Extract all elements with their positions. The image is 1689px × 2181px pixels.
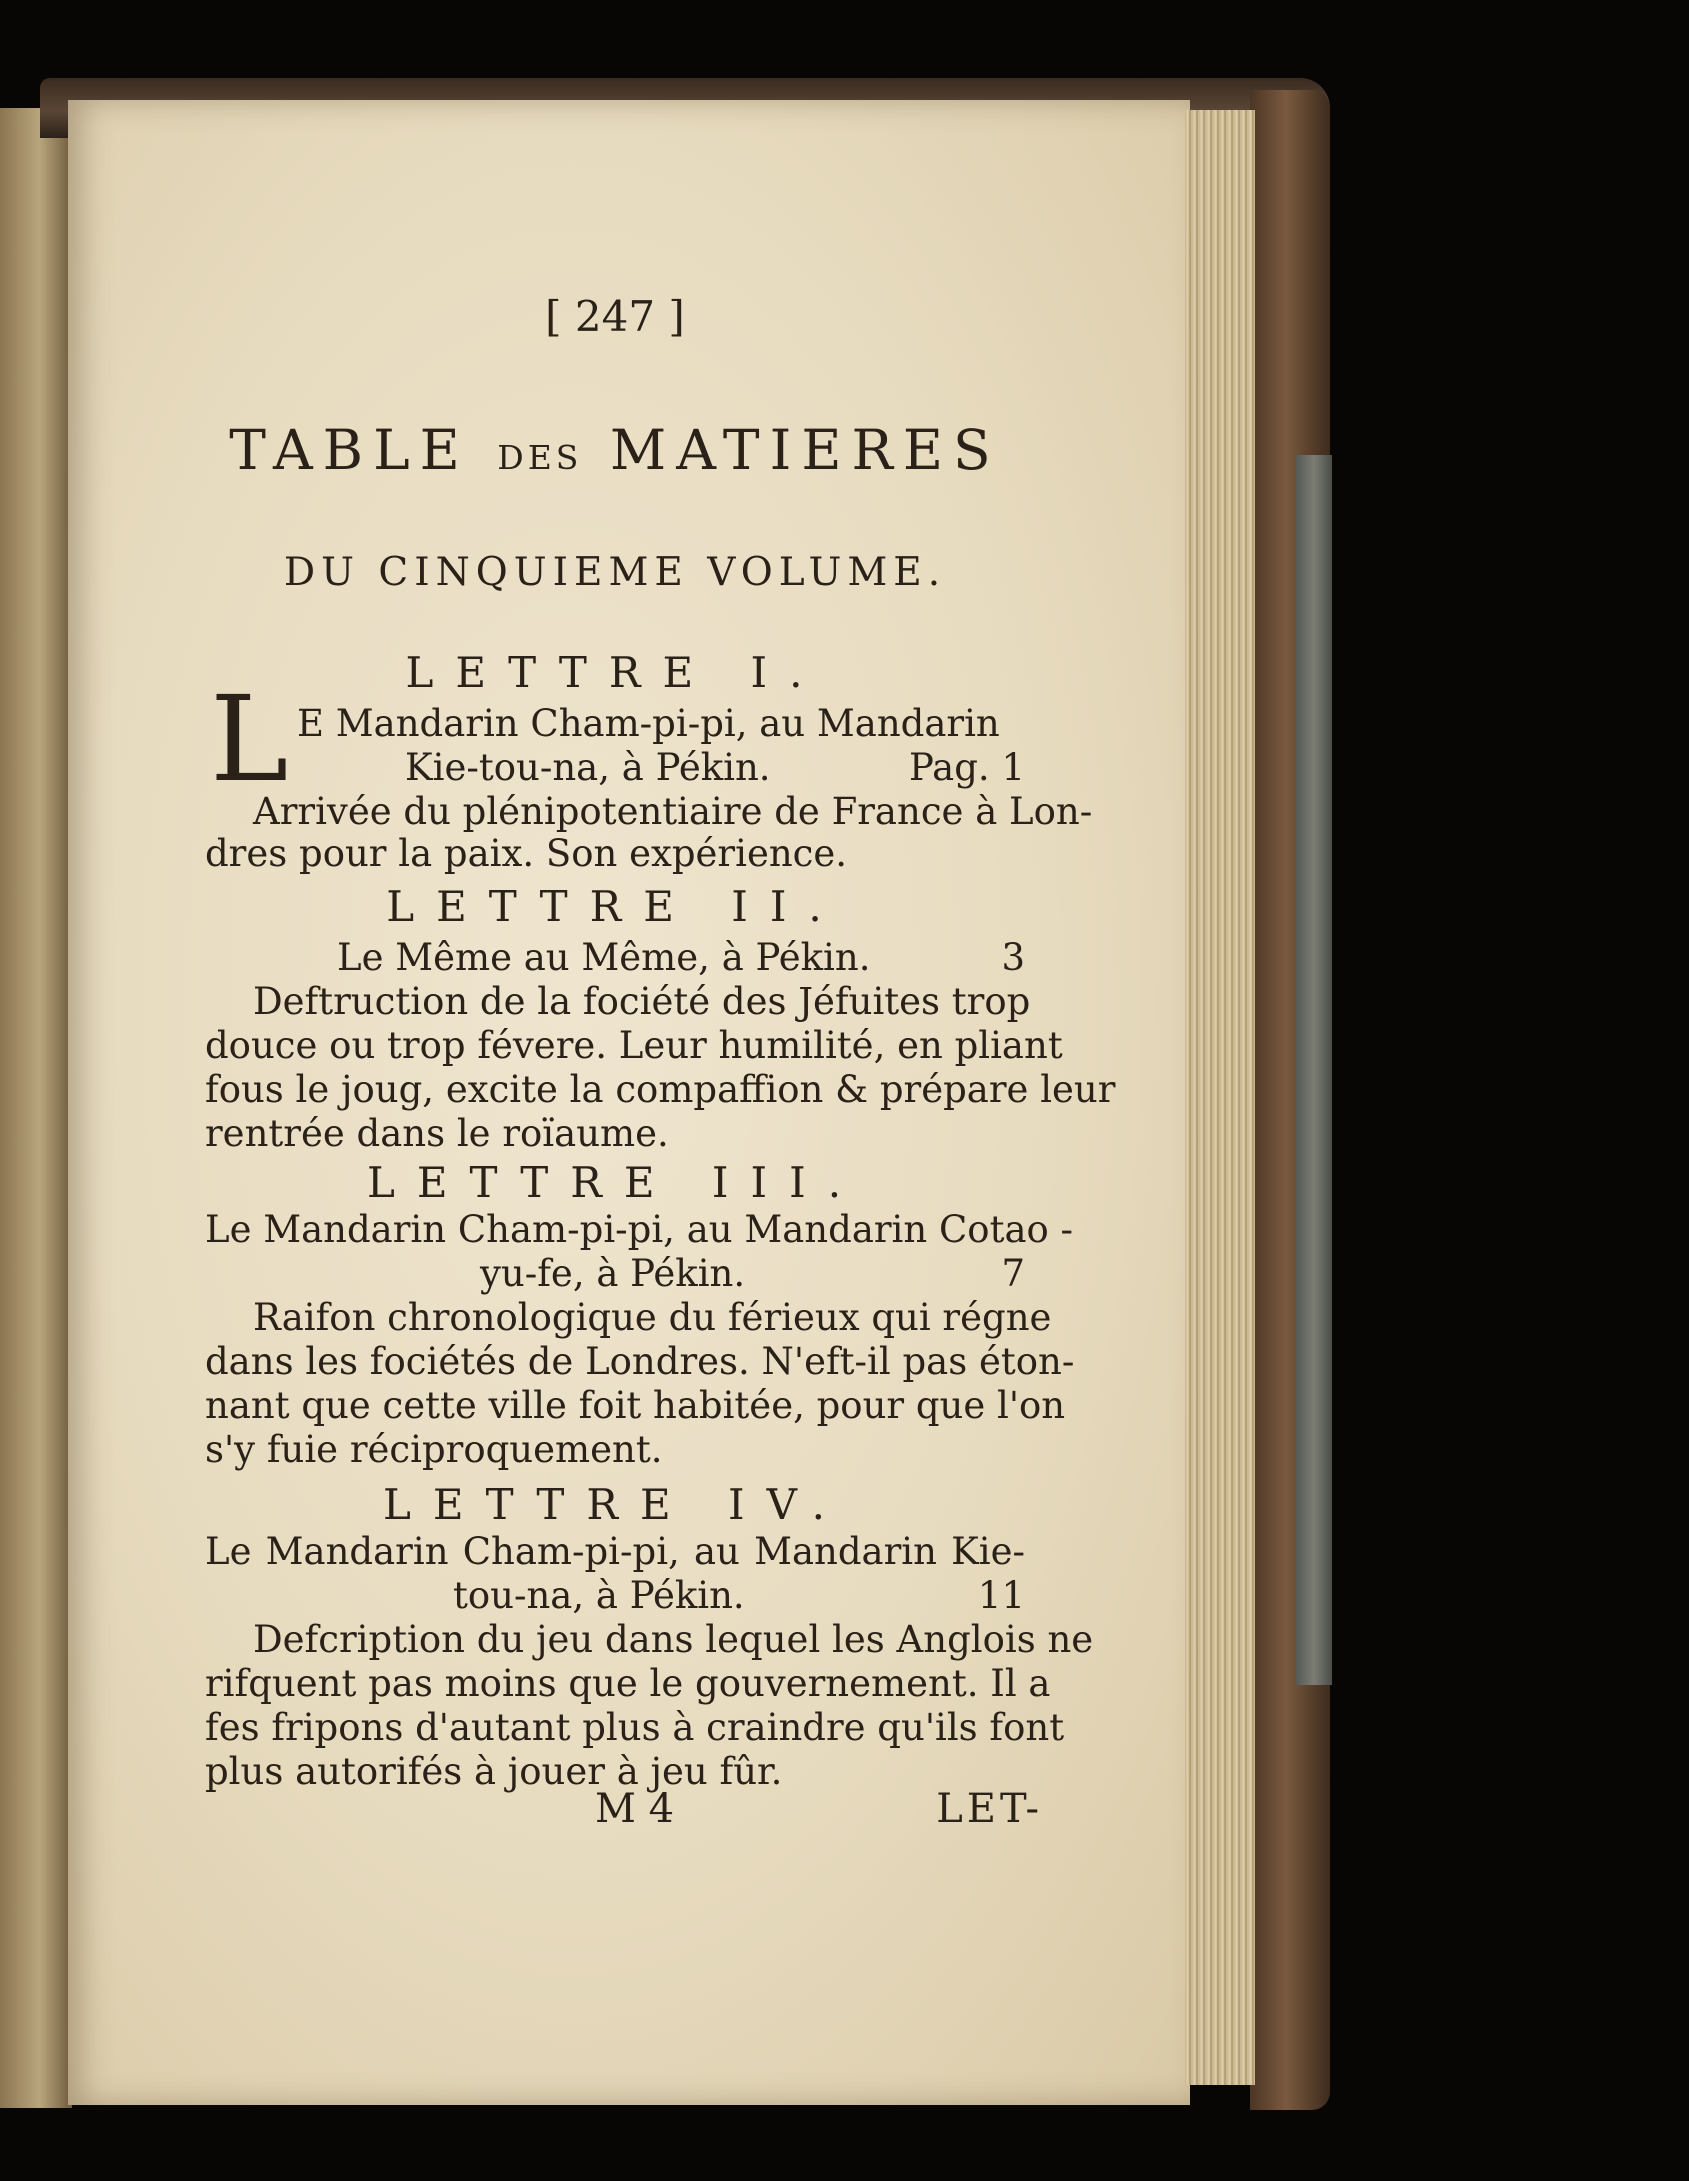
letter-summary-line: s'y fuie réciproquement.: [205, 1428, 663, 1471]
letter-summary-line: dres pour la paix. Son expérience.: [205, 832, 848, 875]
letter-address: Le Mandarin Cham-pi-pi, au Mandarin Kie-: [205, 1530, 1025, 1573]
letter-summary-line: rentrée dans le roïaume.: [205, 1112, 669, 1155]
letter-heading: LETTRE III.: [366, 1158, 864, 1207]
letter-summary-line: plus autorifés à jouer à jeu fûr.: [205, 1750, 783, 1793]
letter-summary-line: Defcription du jeu dans lequel les Anglois ne: [253, 1618, 1094, 1661]
letter-address: tou-na, à Pékin.: [453, 1574, 745, 1617]
spine-label: [1296, 455, 1332, 1685]
letter-summary-line: douce ou trop févere. Leur humilité, en pliant: [205, 1024, 1063, 1067]
signature-mark: M 4: [595, 1786, 675, 1832]
drop-cap: L: [210, 670, 289, 808]
facing-page-edge: [0, 108, 72, 2108]
letter-summary-line: dans les fociétés de Londres. N'eft-il pas éton-: [205, 1340, 1075, 1383]
page-edges: [1185, 110, 1255, 2085]
page-folio: [ 247 ]: [545, 292, 685, 341]
letter-heading: LETTRE I.: [405, 648, 825, 697]
letter-summary-line: nant que cette ville foit habitée, pour que l'on: [205, 1384, 1066, 1427]
letter-address: Le Mandarin Cham-pi-pi, au Mandarin Cotao -: [205, 1208, 1074, 1251]
page-subtitle: DU CINQUIEME VOLUME.: [283, 550, 947, 595]
page-reference: 7: [1001, 1252, 1025, 1295]
letter-address: yu-fe, à Pékin.: [480, 1252, 746, 1295]
page-title: TABLE DES MATIERES: [229, 418, 1001, 482]
letter-address: Le Même au Même, à Pékin.: [337, 936, 871, 979]
letter-summary-line: rifquent pas moins que le gouvernement. Il a: [205, 1662, 1051, 1705]
page-reference: 11: [977, 1574, 1025, 1617]
letter-heading: LETTRE II.: [386, 882, 844, 931]
catchword: LET-: [936, 1786, 1043, 1832]
letter-heading: LETTRE IV.: [383, 1480, 847, 1529]
letter-summary-line: fous le joug, excite la compaffion & prépare leur: [205, 1068, 1116, 1111]
page-reference: 3: [1001, 936, 1025, 979]
letter-address: E Mandarin Cham-pi-pi, au Mandarin: [297, 702, 1000, 745]
letter-summary-line: fes fripons d'autant plus à craindre qu'ils font: [205, 1706, 1065, 1749]
letter-summary-line: Deftruction de la fociété des Jéfuites trop: [253, 980, 1031, 1023]
page-reference: Pag. 1: [908, 746, 1025, 789]
letter-summary-line: Raifon chronologique du férieux qui régne: [253, 1296, 1052, 1339]
letter-summary-line: Arrivée du plénipotentiaire de France à Lon-: [253, 790, 1093, 833]
letter-address: Kie-tou-na, à Pékin.: [405, 746, 771, 789]
